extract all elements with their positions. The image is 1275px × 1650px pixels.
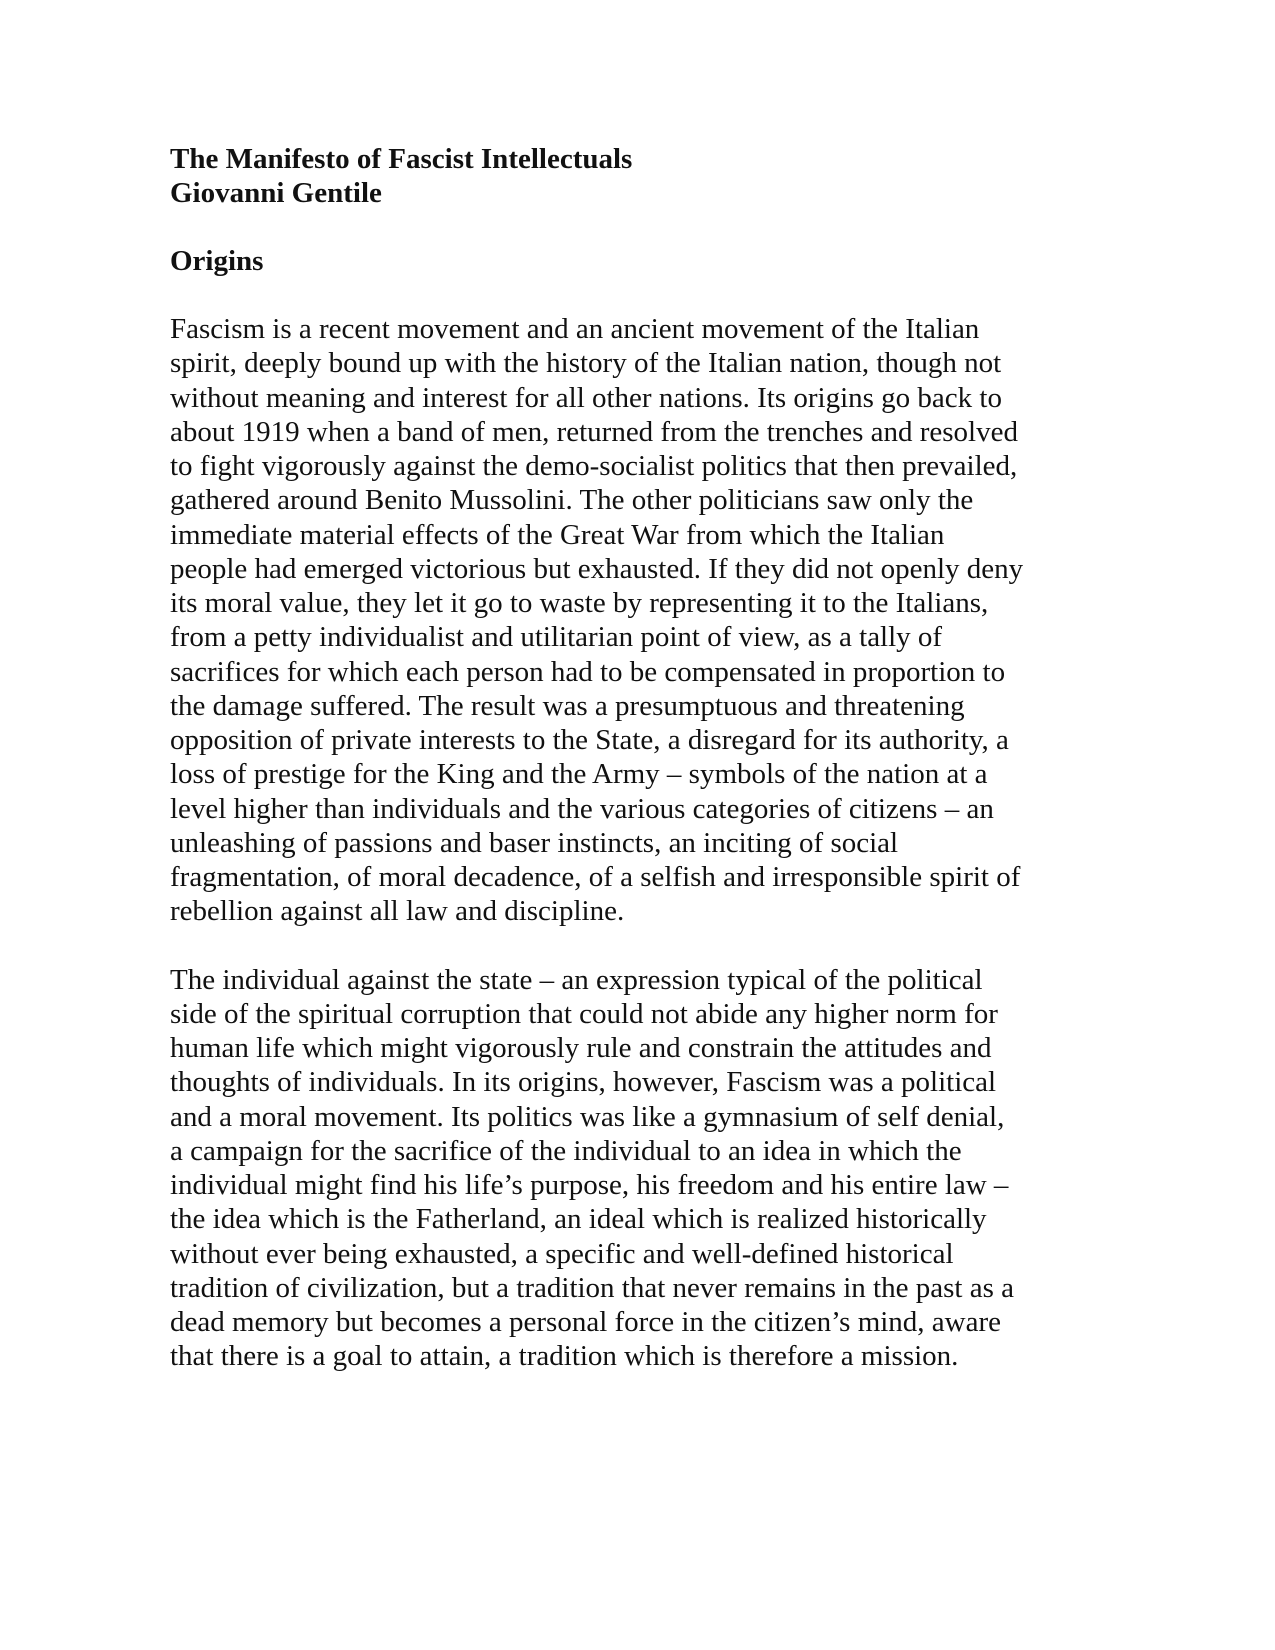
document-title: The Manifesto of Fascist Intellectuals [170, 143, 633, 175]
text-line: without ever being exhausted, a specific and well-defined historical [170, 1237, 954, 1270]
text-line: rebellion against all law and discipline. [170, 895, 625, 928]
paragraph [170, 312, 1070, 929]
text-line: people had emerged victorious but exhausted. If they did not openly deny [170, 552, 1024, 585]
text-line: dead memory but becomes a personal force in the citizen’s mind, aware [170, 1306, 1002, 1338]
document-author: Giovanni Gentile [170, 177, 382, 209]
text-line: side of the spiritual corruption that could not abide any higher norm for [170, 997, 998, 1030]
text-line: human life which might vigorously rule and constrain the attitudes and [170, 1032, 992, 1064]
text-line: thoughts of individuals. In its origins, however, Fascism was a political [170, 1066, 997, 1099]
text-line: tradition of civilization, but a tradition that never remains in the past as a [170, 1271, 1014, 1304]
text-line: gathered around Benito Mussolini. The other politicians saw only the [170, 484, 974, 517]
text-line: individual might find his life’s purpose, his freedom and his entire law – [170, 1169, 1009, 1201]
text-line: level higher than individuals and the various categories of citizens – an [170, 792, 994, 825]
text-line: sacrifices for which each person had to be compensated in proportion to [170, 655, 1006, 688]
text-line: a campaign for the sacrifice of the individual to an idea in which the [170, 1134, 962, 1167]
text-line: opposition of private interests to the State, a disregard for its authority, a [170, 724, 1009, 756]
text-line: that there is a goal to attain, a tradition which is therefore a mission. [170, 1340, 959, 1373]
text-line: and a moral movement. Its politics was like a gymnasium of self denial, [170, 1100, 1005, 1133]
section-heading: Origins [170, 245, 264, 277]
text-line: its moral value, they let it go to waste by representing it to the Italians, [170, 587, 989, 619]
text-line: unleashing of passions and baser instincts, an inciting of social [170, 826, 899, 859]
title-block [170, 142, 1070, 210]
text-line: to fight vigorously against the demo-socialist politics that then prevailed, [170, 450, 1018, 482]
text-line: about 1919 when a band of men, returned from the trenches and resolved [170, 415, 1018, 448]
text-line: spirit, deeply bound up with the history of the Italian nation, though not [170, 347, 1002, 380]
text-line: loss of prestige for the King and the Army – symbols of the nation at a [170, 758, 988, 791]
text-line: fragmentation, of moral decadence, of a selfish and irresponsible spirit of [170, 861, 1021, 893]
text-line: without meaning and interest for all other nations. Its origins go back to [170, 381, 1002, 414]
text-line: from a petty individualist and utilitarian point of view, as a tally of [170, 621, 943, 654]
text-line: the idea which is the Fatherland, an ideal which is realized historically [170, 1203, 987, 1236]
text-line: The individual against the state – an expression typical of the political [170, 963, 983, 996]
text-line: Fascism is a recent movement and an ancient movement of the Italian [170, 313, 980, 345]
text-line: immediate material effects of the Great War from which the Italian [170, 518, 945, 551]
paragraph [170, 963, 1070, 1374]
text-line: the damage suffered. The result was a presumptuous and threatening [170, 689, 965, 722]
document-content [170, 142, 1070, 1374]
